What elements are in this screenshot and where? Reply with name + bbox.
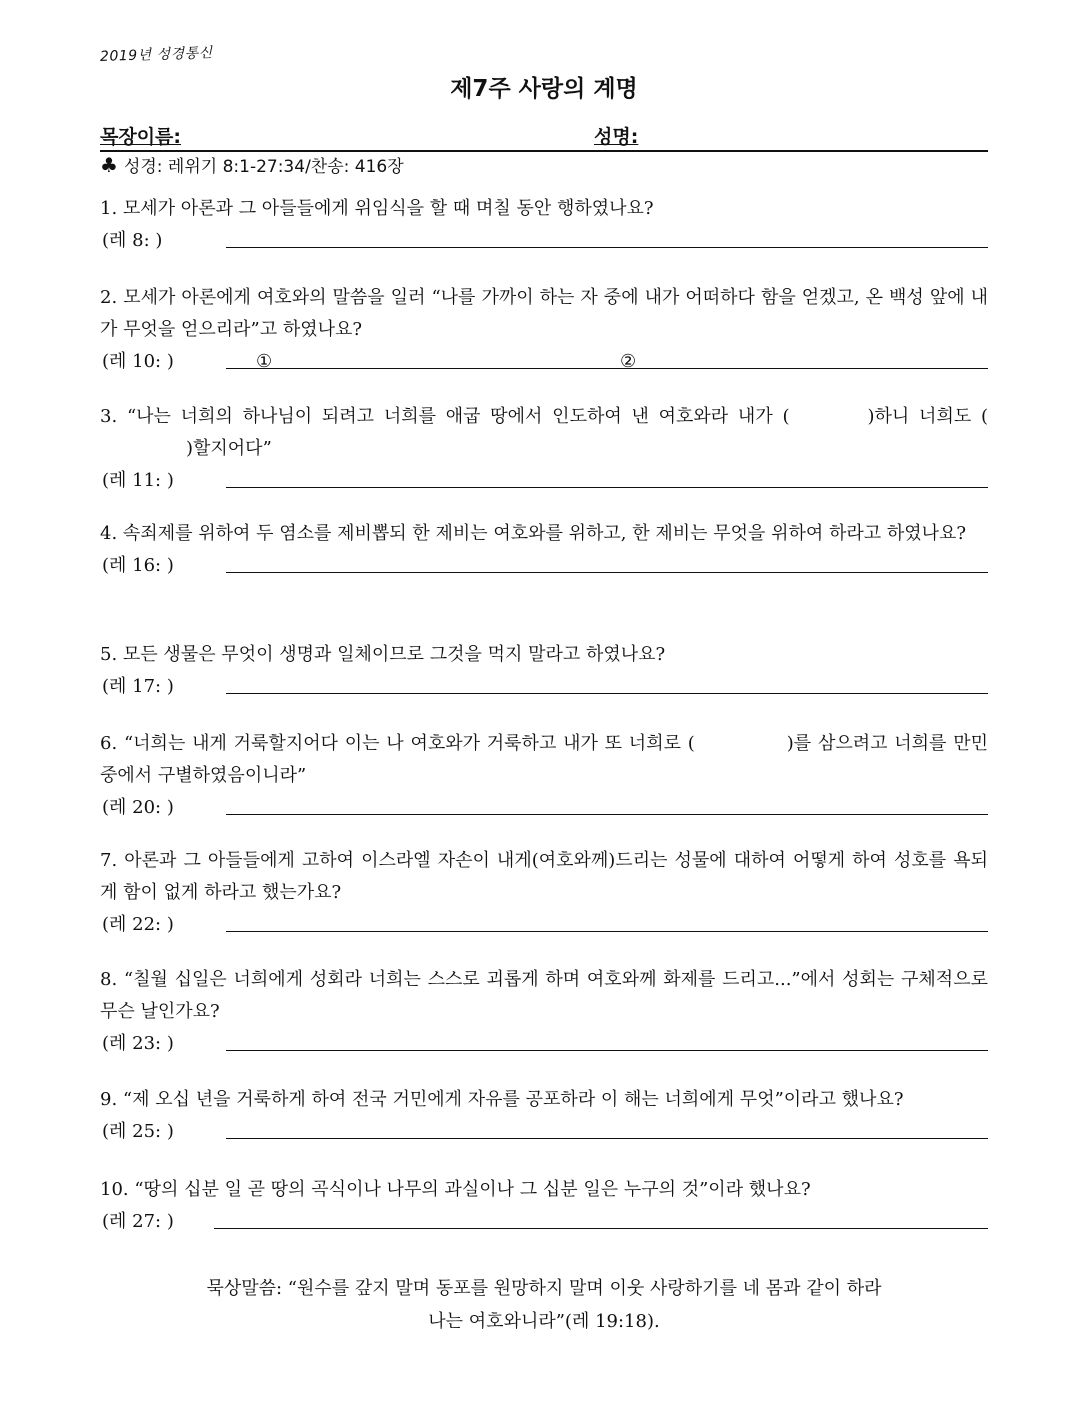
answer-row (100, 1028, 988, 1058)
question-text (100, 193, 988, 225)
scripture-text: 성경: 레위기 8:1-27:34/찬송: 416장 (123, 157, 404, 177)
verse-reference: (레 27: ) (102, 1211, 174, 1232)
question-number: 1. (100, 198, 118, 219)
verse-reference: (레 11: ) (102, 470, 174, 491)
question-body: “제 오십 년을 거룩하게 하여 전국 거민에게 자유를 공포하라 이 해는 너희에게 무엇”이라고 했나요? (122, 1089, 904, 1110)
answer-row (100, 225, 988, 255)
club-icon: ♣ (100, 153, 118, 177)
memory-verse-line-1: 묵상말씀: “원수를 갚지 말며 동포를 원망하지 말며 이웃 사랑하기를 네 몸과 같이 하라 (206, 1278, 882, 1299)
question-body: 모세가 아론과 그 아들들에게 위임식을 할 때 며칠 동안 행하였나요? (122, 198, 654, 219)
answer-marker-1: ① (256, 351, 273, 372)
answer-line[interactable] (226, 487, 988, 488)
answer-line[interactable] (226, 368, 988, 369)
verse-reference: (레 16: ) (102, 555, 174, 576)
question-text (100, 282, 988, 346)
answer-row (100, 671, 988, 701)
question-number: 4. (100, 523, 118, 544)
answer-row (100, 346, 988, 376)
question-text (100, 728, 988, 792)
question-text (100, 518, 988, 550)
page-title: 제7주 사랑의 계명 (450, 76, 638, 102)
memory-verse-line-2: 나는 여호와니라”(레 19:18). (428, 1311, 660, 1332)
question-7 (100, 845, 988, 939)
corner-note: 2019년 성경통신 (99, 45, 213, 65)
question-body: “땅의 십분 일 곧 땅의 곡식이나 나무의 과실이나 그 십분 일은 누구의 것”이라 했나요? (134, 1179, 811, 1200)
answer-line[interactable] (226, 572, 988, 573)
question-body: 속죄제를 위하여 두 염소를 제비뽑되 한 제비는 여호와를 위하고, 한 제비는 무엇을 위하여 하라고 하였나요? (122, 523, 967, 544)
answer-row (100, 1206, 988, 1236)
question-body-part-b: )를 삼으려고 너희를 만민 중에서 구별하였음이니라” (100, 733, 988, 786)
person-name-label: 성명: (594, 126, 639, 148)
question-number: 9. (100, 1089, 118, 1110)
header-row (100, 122, 988, 152)
answer-line[interactable] (226, 1138, 988, 1139)
question-number: 5. (100, 644, 118, 665)
question-5 (100, 639, 988, 701)
question-body-part-c: )할지어다” (186, 438, 272, 459)
question-text (100, 845, 988, 909)
verse-reference: (레 22: ) (102, 914, 174, 935)
verse-reference: (레 8: ) (102, 230, 163, 251)
question-body: 모든 생물은 무엇이 생명과 일체이므로 그것을 먹지 말라고 하였나요? (122, 644, 666, 665)
answer-line[interactable] (226, 1050, 988, 1051)
answer-line[interactable] (226, 693, 988, 694)
answer-row (100, 909, 988, 939)
question-body: 아론과 그 아들들에게 고하여 이스라엘 자손이 내게(여호와께)드리는 성물에 대하여 어떻게 하여 성호를 욕되게 함이 없게 하라고 했는가요? (100, 850, 988, 903)
answer-row (100, 550, 988, 580)
question-2 (100, 282, 988, 376)
answer-marker-2: ② (620, 351, 637, 372)
answer-line[interactable] (226, 247, 988, 248)
question-body-part-a: “너희는 내게 거룩할지어다 이는 나 여호와가 거룩하고 내가 또 너희로 ( (123, 733, 695, 754)
question-text (100, 639, 988, 671)
verse-reference: (레 20: ) (102, 797, 174, 818)
verse-reference: (레 23: ) (102, 1033, 174, 1054)
question-number: 2. (100, 287, 118, 308)
question-text (100, 1174, 988, 1206)
answer-line[interactable] (226, 814, 988, 815)
question-body-part-a: “나는 너희의 하나님이 되려고 너희를 애굽 땅에서 인도하여 낸 여호와라 내가 ( (126, 406, 790, 427)
question-1 (100, 193, 988, 255)
question-10 (100, 1174, 988, 1236)
question-body-part-b: )하니 너희도 ( (867, 406, 988, 427)
verse-reference: (레 10: ) (102, 351, 174, 372)
verse-reference: (레 25: ) (102, 1121, 174, 1142)
question-number: 8. (100, 969, 118, 990)
memory-verse (0, 1272, 1088, 1338)
question-body: “칠월 십일은 너희에게 성회라 너희는 스스로 괴롭게 하며 여호와께 화제를 드리고...”에서 성회는 구체적으로 무슨 날인가요? (100, 969, 988, 1022)
question-number: 6. (100, 733, 118, 754)
question-9 (100, 1084, 988, 1146)
question-number: 10. (100, 1179, 129, 1200)
verse-reference: (레 17: ) (102, 676, 174, 697)
answer-row (100, 1116, 988, 1146)
question-8 (100, 964, 988, 1058)
question-3 (100, 401, 988, 495)
scripture-line (100, 152, 404, 177)
answer-line[interactable] (214, 1228, 988, 1229)
answer-line[interactable] (226, 931, 988, 932)
answer-row (100, 465, 988, 495)
question-body: 모세가 아론에게 여호와의 말씀을 일러 “나를 가까이 하는 자 중에 내가 어떠하다 함을 얻겠고, 온 백성 앞에 내가 무엇을 얻으리라”고 하였나요? (100, 287, 988, 340)
question-6 (100, 728, 988, 822)
question-4 (100, 518, 988, 580)
answer-row (100, 792, 988, 822)
question-text (100, 401, 988, 465)
group-name-label: 목장이름: (100, 126, 182, 148)
question-number: 3. (100, 406, 118, 427)
question-number: 7. (100, 850, 118, 871)
question-text (100, 964, 988, 1028)
question-text (100, 1084, 988, 1116)
